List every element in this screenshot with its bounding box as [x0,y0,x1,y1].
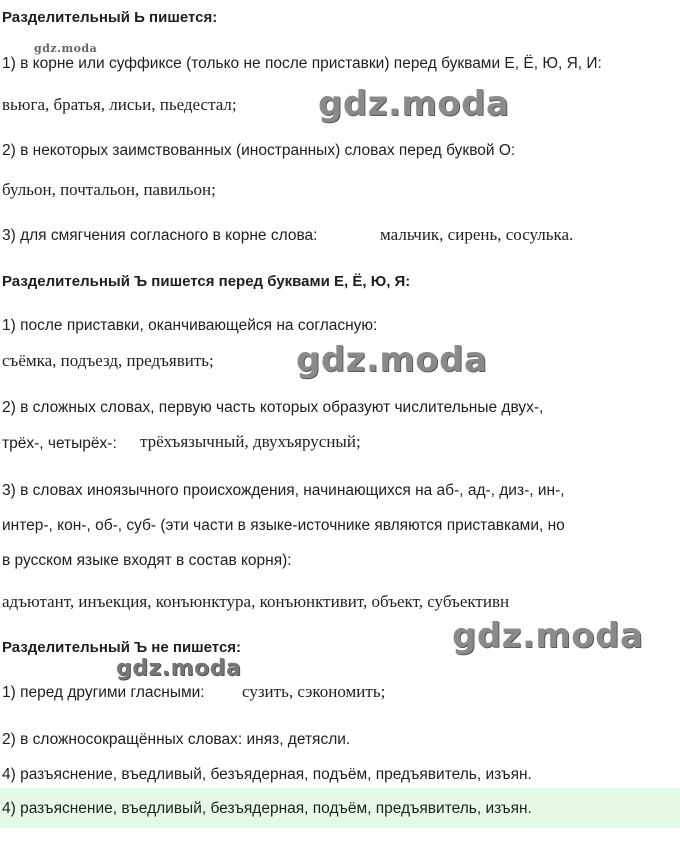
section2-rule3-line1: 3) в словах иноязычного происхождения, начинающихся на аб-, ад-, диз-, ин-, [2,482,565,499]
watermark-3: gdz.moda [452,616,644,656]
section1-examples2: бульон, почтальон, павильон; [2,180,216,199]
section2-rule2-line2: трёх-, четырёх-: [2,435,117,452]
section1-examples3: мальчик, сирень, сосулька. [380,225,574,244]
watermark-small-top: gdz.moda [34,42,98,55]
section1-examples1: вьюга, братья, лисьи, пьедестал; [2,95,237,114]
section3-examples1: сузить, сэкономить; [242,682,386,701]
watermark-2: gdz.moda [296,340,488,380]
section3-rule2: 2) в сложносокращённых словах: иняз, детясли. [2,731,351,748]
section2-rule3-line3: в русском языке входят в состав корня): [2,552,292,569]
section1-rule2: 2) в некоторых заимствованных (иностранных) словах перед буквой О: [2,142,516,159]
section1-rule3: 3) для смягчения согласного в корне слова: [2,227,318,244]
section3-rule1: 1) перед другими гласными: [2,684,205,701]
section3-heading: Разделительный Ъ не пишется: [2,639,242,656]
answer-line: 4) разъяснение, въедливый, безъядерная, подъём, предъявитель, изъян. [2,800,532,817]
section1-rule1: 1) в корне или суффиксе (только не после приставки) перед буквами Е, Ё, Ю, Я, И: [2,55,602,72]
section1-heading: Разделительный Ь пишется: [2,9,218,26]
section2-examples1: съёмка, подъезд, предъявить; [2,351,214,370]
section2-rule1: 1) после приставки, оканчивающейся на согласную: [2,317,378,334]
watermark-4: gdz.moda [116,656,242,681]
watermark-1: gdz.moda [318,84,510,124]
task-line: 4) разъяснение, въедливый, безъядерная, подъём, предъявитель, изъян. [2,766,532,783]
section2-examples3: адъютант, инъекция, конъюнктура, конъюнктивит, объект, субъективн [2,592,510,611]
section2-rule3-line2: интер-, кон-, об-, суб- (эти части в языке-источнике являются приставками, но [2,517,565,534]
section2-rule2-line1: 2) в сложных словах, первую часть которых образуют числительные двух-, [2,399,544,416]
section2-examples2: трёхъязычный, двухъярусный; [140,432,361,451]
section2-heading: Разделительный Ъ пишется перед буквами Е, Ё, Ю, Я: [2,273,411,290]
